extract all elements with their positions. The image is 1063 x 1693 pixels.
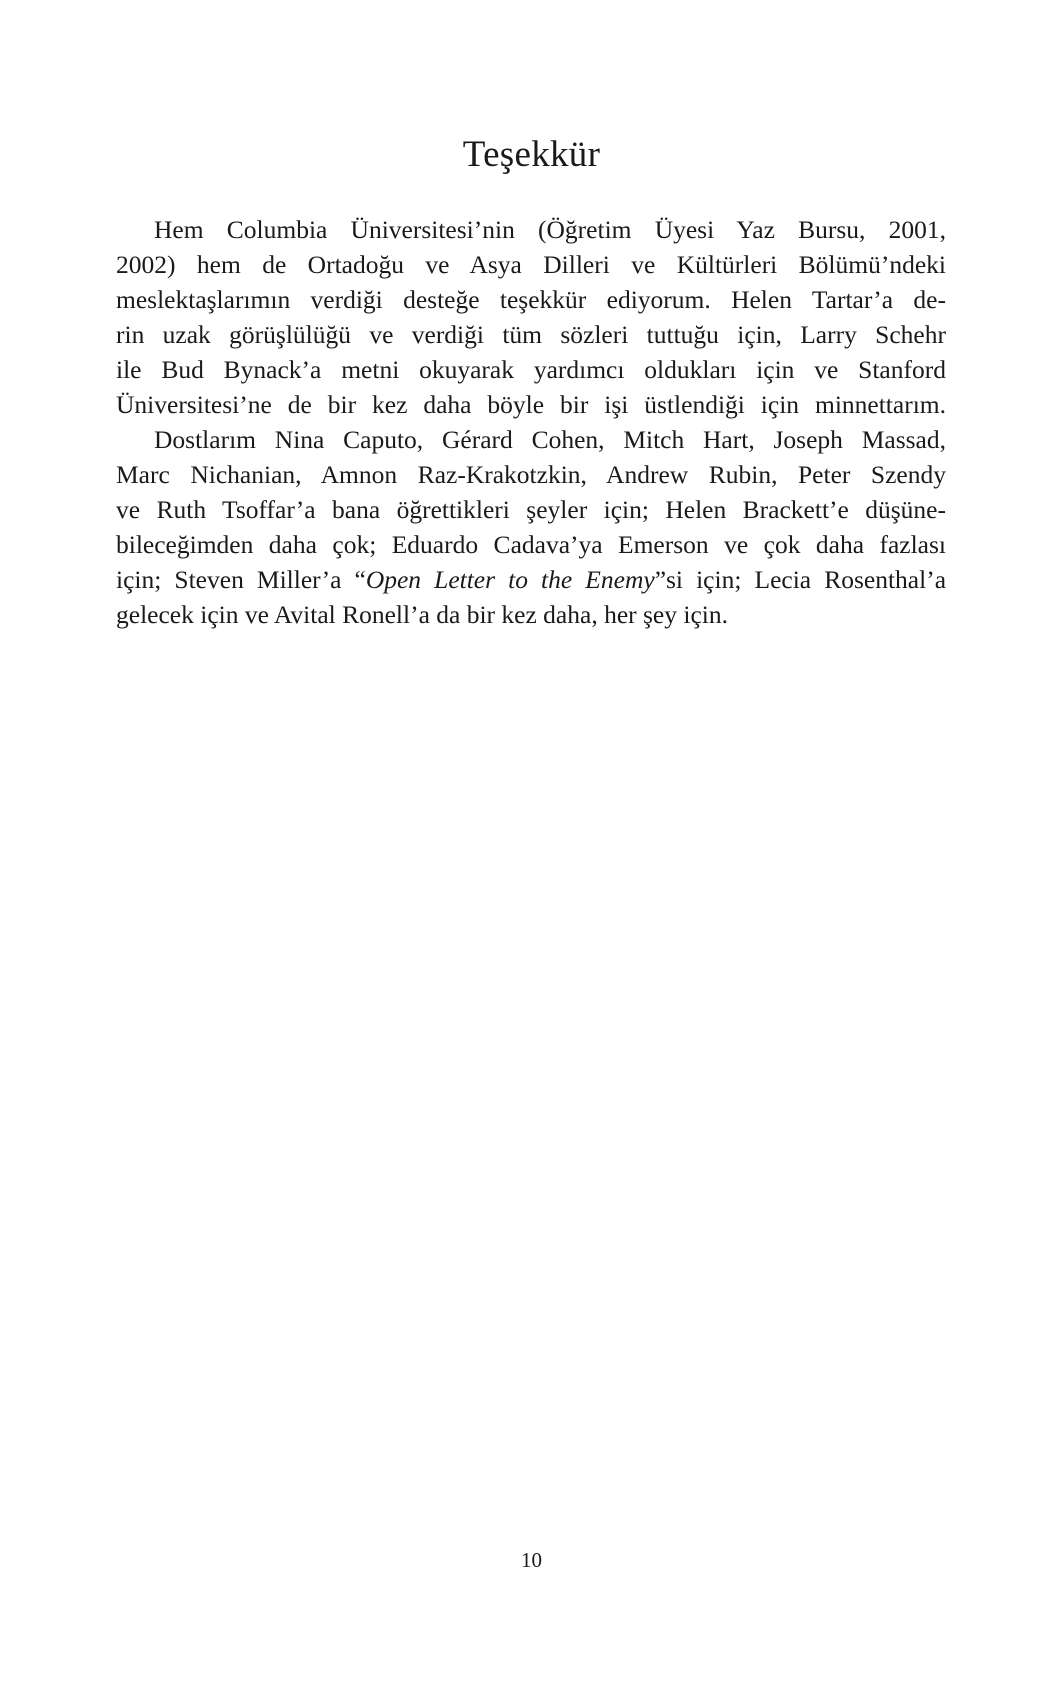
text-line: Marc Nichanian, Amnon Raz-Krakotzkin, Andrew Rubin, Peter Szendy <box>116 460 946 489</box>
acknowledgements-body <box>116 212 946 632</box>
text-line: gelecek için ve Avital Ronell’a da bir kez daha, her şey için. <box>116 600 728 629</box>
text-line: rin uzak görüşlülüğü ve verdiği tüm sözleri tuttuğu için, Larry Schehr <box>116 320 946 349</box>
text-line: Hem Columbia Üniversitesi’nin (Öğretim Üyesi Yaz Bursu, 2001, <box>154 215 946 244</box>
text-line: meslektaşlarımın verdiği desteğe teşekkür ediyorum. Helen Tartar’a de- <box>116 285 946 314</box>
italic-title: Open Letter to the Enemy <box>365 565 655 594</box>
text-segment: ”si için; Lecia Rosenthal’a <box>654 565 947 594</box>
text-line: Üniversitesi’ne de bir kez daha böyle bir işi üstlendiği için minnettarım. <box>116 390 946 419</box>
text-line <box>116 562 946 597</box>
text-line: bileceğimden daha çok; Eduardo Cadava’ya Emerson ve çok daha fazlası <box>116 530 946 559</box>
text-line: 2002) hem de Ortadoğu ve Asya Dilleri ve Kültürleri Bölümü’ndeki <box>116 250 946 279</box>
text-line: Dostlarım Nina Caputo, Gérard Cohen, Mitch Hart, Joseph Massad, <box>154 425 946 454</box>
text-segment: için; Steven Miller’a “ <box>116 565 366 594</box>
page-title: Teşekkür <box>462 134 601 175</box>
page-number: 10 <box>521 1548 542 1572</box>
paragraph-2 <box>116 422 946 632</box>
paragraph-1 <box>116 212 946 422</box>
text-line: ve Ruth Tsoffar’a bana öğrettikleri şeyler için; Helen Brackett’e düşüne- <box>116 495 946 524</box>
text-line: ile Bud Bynack’a metni okuyarak yardımcı oldukları için ve Stanford <box>116 355 946 384</box>
